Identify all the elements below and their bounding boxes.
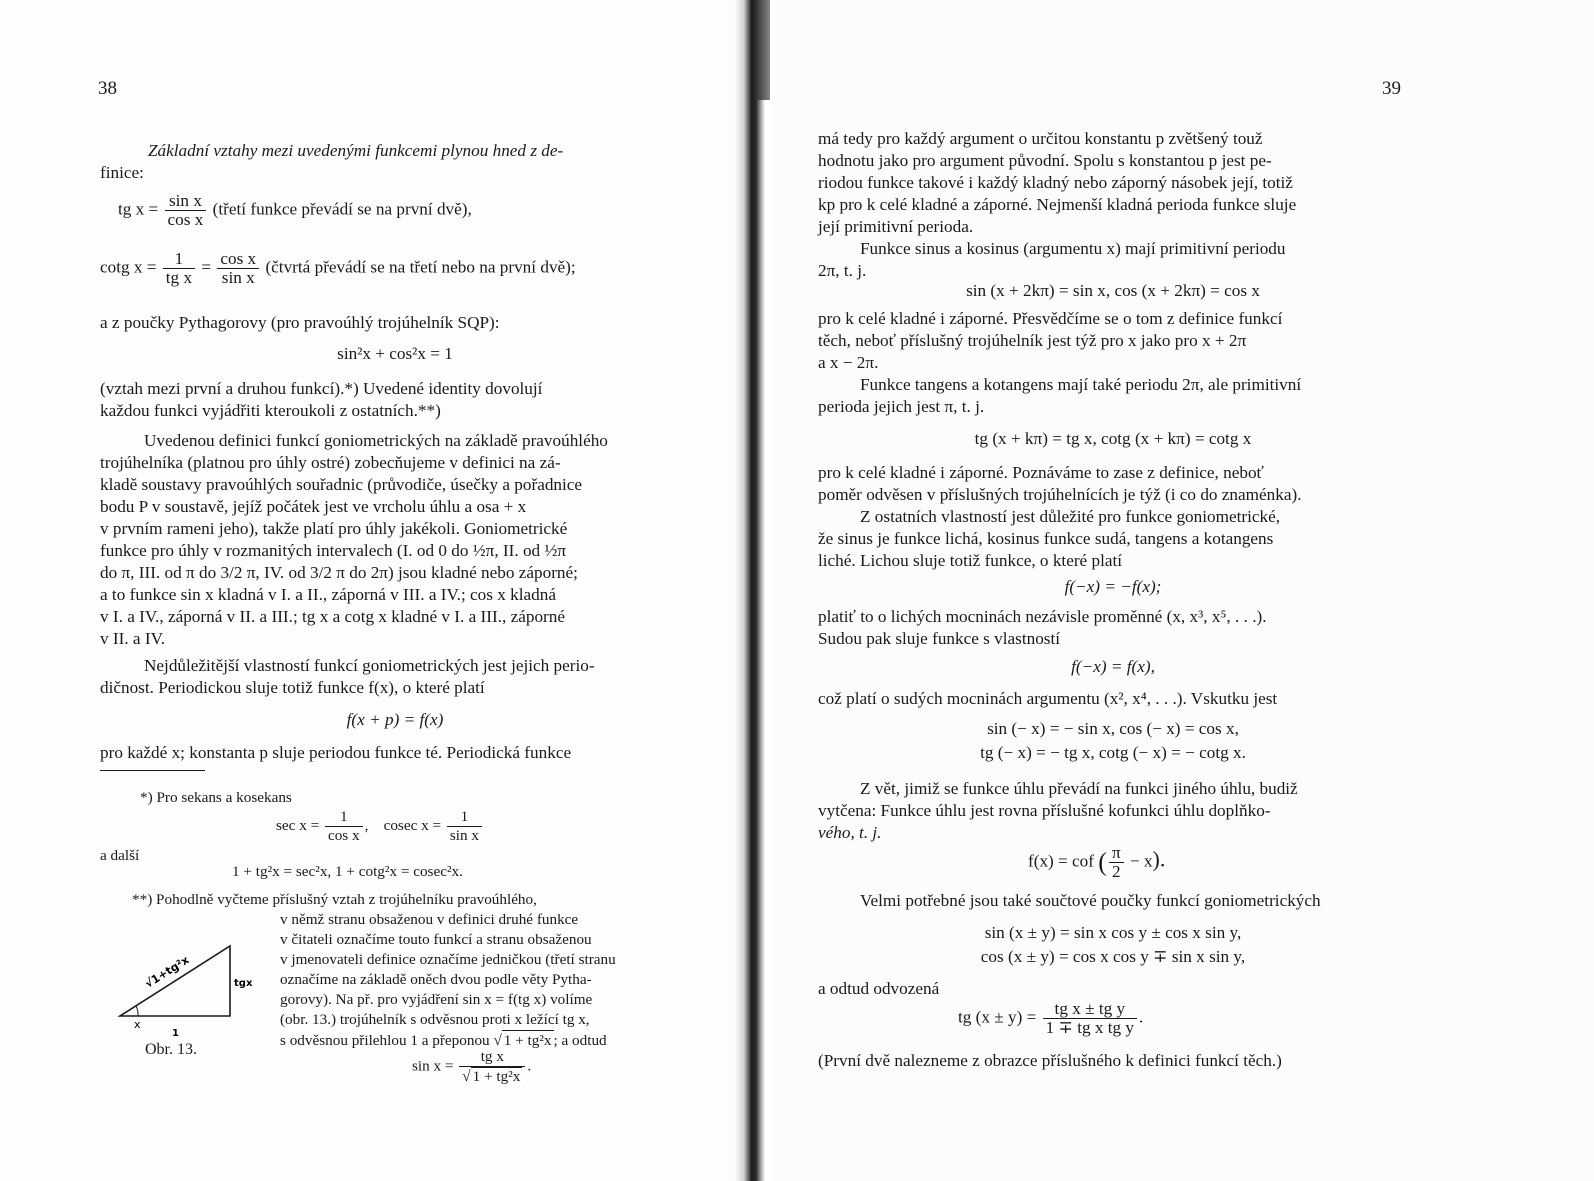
formula-pythagoras: sin²x + cos²x = 1 <box>337 344 453 363</box>
formula-cofunction <box>1028 844 1165 881</box>
fraction <box>163 250 195 287</box>
text-line: liché. Lichou sluje totiž funkce, o které platí <box>818 551 1123 570</box>
equals-sign: = <box>201 257 212 277</box>
text-line: funkce pro úhly v rozmanitých intervalech (I. od 0 do ½π, II. od ½π <box>100 541 567 560</box>
text-span: s odvěsnou přilehlou 1 a přeponou <box>280 1032 490 1049</box>
formula-tg-sum <box>958 1000 1143 1037</box>
triangle-shape <box>120 946 230 1016</box>
text-line: Základní vztahy mezi uvedenými funkcemi plynou hned z de- <box>148 141 564 160</box>
denominator: √ 1 + tg²x <box>462 1068 521 1085</box>
footnote-line: s odvěsnou přilehlou 1 a přeponou √ 1 + tg²x ; a odtud <box>280 1032 607 1049</box>
text-line: má tedy pro každý argument o určitou konstantu p zvětšený touž <box>818 129 1263 148</box>
text-line: 2π, t. j. <box>818 261 867 280</box>
right-page <box>770 0 1594 1181</box>
sqrt-expression: 1 + tg²x <box>503 1032 552 1049</box>
text-line: platiť to o lichých mocninách nezávisle proměnné (x, x³, x⁵, . . .). <box>818 607 1267 626</box>
formula-lhs: cosec x = <box>383 816 442 834</box>
text-line: hodnotu jako pro argument původní. Spolu s konstantou p jest pe- <box>818 151 1272 170</box>
text-line: bodu P v soustavě, jejíž počátek jest ve vrcholu úhlu a osa + x <box>100 497 527 516</box>
text-line: dičnost. Periodickou sluje totiž funkce f(x), o které platí <box>100 678 485 697</box>
denominator: sin x <box>221 268 255 287</box>
text-line: finice: <box>100 163 144 182</box>
numerator: tg x ± tg y <box>1043 1000 1137 1019</box>
footnote-line: **) Pohodlně vyčteme příslušný vztah z trojúhelníku pravoúhlého, <box>132 891 537 908</box>
text-line: kladě soustavy pravoúhlých souřadnic (průvodiče, úsečky a pořadnice <box>100 475 583 494</box>
fraction <box>1043 1000 1137 1037</box>
text-line: v II. a IV. <box>100 629 166 648</box>
formula-odd: f(−x) = −f(x); <box>1064 577 1162 596</box>
sqrt-expression: 1 + tg²x <box>472 1068 521 1085</box>
text-line: pro k celé kladné i záporné. Poznáváme to zase z definice, neboť <box>818 463 1264 482</box>
text-line: Funkce tangens a kotangens mají také periodu 2π, ale primitivní <box>860 375 1302 394</box>
hypotenuse-label: √1+tg²x <box>142 953 192 991</box>
base-label: 1 <box>172 1028 179 1039</box>
fraction <box>325 808 363 845</box>
text-line: trojúhelníka (platnou pro úhly ostré) zobecňujeme v definici na zá- <box>100 453 561 472</box>
formula-cotg <box>100 250 576 287</box>
formula-sum-cos: cos (x ± y) = cos x cos y ∓ sin x sin y, <box>980 947 1246 966</box>
formula-identities: 1 + tg²x = sec²x, 1 + cotg²x = cosec²x. <box>232 863 463 880</box>
denominator: cos x <box>327 827 360 844</box>
text-line: Uvedenou definici funkcí goniometrických na základě pravoúhlého <box>144 431 608 450</box>
formula-parity-1: sin (− x) = − sin x, cos (− x) = cos x, <box>987 719 1239 738</box>
fraction <box>447 808 482 845</box>
text-line: že sinus je funkce lichá, kosinus funkce sudá, tangens a kotangens <box>818 529 1274 548</box>
text-line: což platí o sudých mocninách argumentu (x², x⁴, . . .). Vskutku jest <box>818 689 1278 708</box>
text-line: a odtud odvozená <box>818 979 940 998</box>
text-line: do π, III. od π do 3/2 π, IV. od 3/2 π do 2π) jsou kladné nebo záporné; <box>100 563 578 582</box>
formula-lhs: tg x = <box>118 199 159 219</box>
text-line: a x − 2π. <box>818 353 879 372</box>
denominator: 1 ∓ tg x tg y <box>1045 1018 1135 1037</box>
formula-sec-cosec <box>276 808 484 845</box>
footnote-line: *) Pro sekans a kosekans <box>140 789 292 806</box>
formula-lhs: sin x = <box>412 1057 454 1075</box>
text-line: Z ostatních vlastností jest důležité pro funkce goniometrické, <box>860 507 1281 526</box>
text-line: Nejdůležitější vlastností funkcí goniometrických jest jejich perio- <box>144 656 595 675</box>
formula-sin-tg <box>412 1048 531 1086</box>
footnote-line: v čitateli označíme touto funkcí a stranu obsaženou <box>280 931 592 948</box>
text-line: Funkce sinus a kosinus (argumentu x) mají primitivní periodu <box>860 239 1286 258</box>
text-line: poměr odvěsen v příslušných trojúhelnících je týž (i co do znaménka). <box>818 485 1302 504</box>
formula-sum-sin: sin (x ± y) = sin x cos y ± cos x sin y, <box>984 923 1242 942</box>
formula-periodic: f(x + p) = f(x) <box>346 710 444 729</box>
left-page <box>0 0 760 1181</box>
triangle-figure <box>112 940 262 1040</box>
footnote-line: v jmenovateli definice označíme jedničkou (třetí stranu <box>280 951 616 968</box>
numerator: tg x <box>459 1048 525 1067</box>
fraction <box>1109 844 1124 881</box>
period: . <box>527 1057 532 1075</box>
footnote-line: (obr. 13.) trojúhelník s odvěsnou proti x ležící tg x, <box>280 1011 590 1028</box>
separator: , <box>364 816 369 834</box>
text-line: Sudou pak sluje funkce s vlastností <box>818 629 1061 648</box>
page-number: 38 <box>98 78 117 99</box>
text-line: kp pro k celé kladné a záporné. Nejmenší kladná perioda funkce sluje <box>818 195 1297 214</box>
book-gutter <box>735 0 765 1181</box>
formula-parity-2: tg (− x) = − tg x, cotg (− x) = − cotg x. <box>980 743 1246 762</box>
footnote-line: v němž stranu obsaženou v definici druhé funkce <box>280 911 579 928</box>
text-line: v I. a IV., záporná v II. a III.; tg x a cotg x kladné v I. a III., záporné <box>100 607 565 626</box>
footnote-line: gorovy). Na př. pro vyjádření sin x = f(tg x) volíme <box>280 991 593 1008</box>
formula-tg <box>118 192 472 229</box>
formula-lhs: tg (x ± y) = <box>958 1007 1037 1027</box>
text-line: (vztah mezi první a druhou funkcí).*) Uvedené identity dovolují <box>100 379 543 398</box>
text-span: ; a odtud <box>553 1032 607 1049</box>
numerator: cos x <box>217 250 259 269</box>
text-line: její primitivní perioda. <box>818 217 974 236</box>
paren-close: ). <box>1152 846 1166 872</box>
side-label: tgx <box>234 978 253 989</box>
formula-lhs: cotg x = <box>100 257 157 277</box>
text-line: Z vět, jimiž se funkce úhlu převádí na funkci jiného úhlu, budiž <box>860 779 1298 798</box>
formula-rest: − x <box>1129 851 1153 871</box>
formula-tg-cotg-period: tg (x + kπ) = tg x, cotg (x + kπ) = cotg x <box>974 429 1252 448</box>
text-line: perioda jejich jest π, t. j. <box>818 397 985 416</box>
numerator: π <box>1109 844 1124 863</box>
denominator: tg x <box>165 268 193 287</box>
fraction <box>217 250 259 287</box>
paren-open: ( <box>1098 847 1107 877</box>
text-line: a z poučky Pythagorovy (pro pravoúhlý trojúhelník SQP): <box>100 313 500 332</box>
fraction <box>459 1048 525 1086</box>
footnote-line: a další <box>100 847 140 864</box>
footnote-line: označíme na základě oněch dvou podle věty Pytha- <box>280 971 592 988</box>
text-line: Velmi potřebné jsou také součtové poučky funkcí goniometrických <box>860 891 1321 910</box>
text-line: vého, t. j. <box>818 823 882 842</box>
formula-lhs: f(x) = cof <box>1028 851 1094 871</box>
text-line: pro každé x; konstanta p sluje periodou funkce té. Periodická funkce <box>100 743 572 762</box>
text-line: (První dvě nalezneme z obrazce příslušného k definici funkcí těch.) <box>818 1051 1282 1070</box>
footnote-rule <box>100 770 205 771</box>
numerator: 1 <box>325 808 363 827</box>
numerator: 1 <box>447 808 482 827</box>
numerator: sin x <box>165 192 207 211</box>
text-line: (čtvrtá převádí se na třetí nebo na první dvě); <box>265 257 576 277</box>
text-line: riodou funkce takové i každý kladný nebo záporný násobek její, totiž <box>818 173 1293 192</box>
text-line: a to funkce sin x kladná v I. a II., záporná v III. a IV.; cos x kladná <box>100 585 556 604</box>
formula-sin-cos-period: sin (x + 2kπ) = sin x, cos (x + 2kπ) = cos x <box>966 281 1260 300</box>
angle-label: x <box>134 1018 141 1031</box>
denominator: 2 <box>1112 862 1121 881</box>
numerator: 1 <box>163 250 195 269</box>
text-line: pro k celé kladné i záporné. Přesvědčíme se o tom z definice funkcí <box>818 309 1283 328</box>
angle-arc <box>136 1006 138 1016</box>
formula-lhs: sec x = <box>276 816 320 834</box>
text-line: (třetí funkce převádí se na první dvě), <box>212 199 472 219</box>
text-line: v prvním rameni jeho), takže platí pro úhly jakékoli. Goniometrické <box>100 519 568 538</box>
fraction <box>165 192 207 229</box>
text-line: každou funkci vyjádřiti kteroukoli z ostatních.**) <box>100 401 441 420</box>
text-line: vytčena: Funkce úhlu jest rovna příslušné kofunkci úhlu doplňko- <box>818 801 1271 820</box>
formula-even: f(−x) = f(x), <box>1071 657 1155 676</box>
denominator: sin x <box>449 827 479 844</box>
denominator: cos x <box>167 210 204 229</box>
period: . <box>1139 1007 1144 1027</box>
figure-caption: Obr. 13. <box>145 1041 197 1058</box>
text-line: těch, neboť příslušný trojúhelník jest týž pro x jako pro x + 2π <box>818 331 1247 350</box>
page-number: 39 <box>1382 78 1401 99</box>
